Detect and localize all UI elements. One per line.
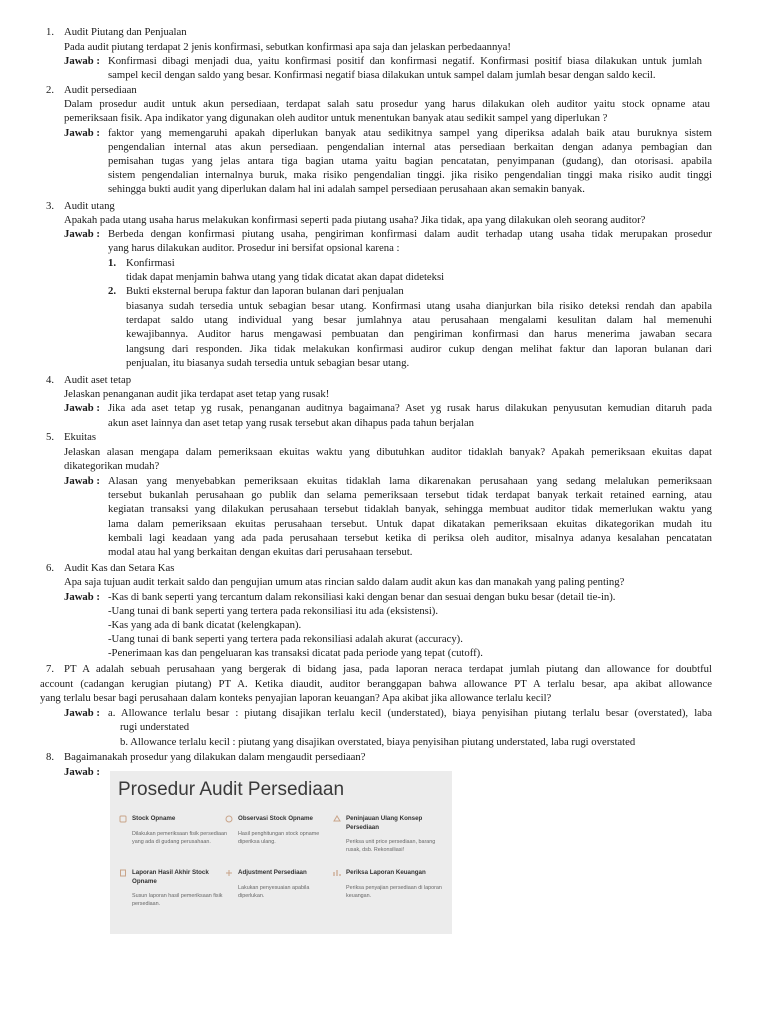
card-title: Adjustment Persediaan [238,869,307,876]
item-number: 8. [46,751,55,763]
answer-line: -Kas di bank seperti yang tercantum dalam rekonsiliasi kaki dengan benar dan sesuai dengan buku besar (detail tie-in). [108,591,616,603]
answer-line: kegiatan transaksi yang dilakukan perusahaan tersebut tidaklah banyak, sehingga membuat auditor tidak memerlukan waktu yang [108,503,712,515]
answer-line: lama dalam pemeriksaan ekuitas perusahaan tersebut. Untuk dapat dikatakan pemeriksaan ekuitas dikategorikan mudah itu [108,518,712,530]
card-desc: Dilakukan pemeriksaan fisik persediaan yang ada di gudang perusahaan. [132,830,227,845]
item-title: Audit Piutang dan Penjualan [64,26,187,38]
jawab-label: Jawab : [64,766,100,778]
jawab-label: Jawab : [64,707,100,719]
sub-line: kewajibannya. Auditor harus mengawasi pembuatan dan pengiriman konfirmasi dan harus menerima jawaban secara [126,328,712,340]
item-number: 4. [46,374,55,386]
procedure-figure [110,771,452,934]
item-title: Audit persediaan [64,84,137,96]
sub-number: 1. [108,257,117,269]
card-desc: Periksa penyajian persediaan di laporan keuangan. [346,884,442,899]
item-number: 5. [46,431,55,443]
question-line: Apa saja tujuan audit terkait saldo dan pengujian umum atas rincian saldo dalam audit akun kas dan manakah yang paling penting? [64,576,625,588]
answer-line: modal atau hal yang berkaitan dengan ekuitas dari perusahaan tersebut. [108,546,413,558]
item-title: Audit aset tetap [64,374,132,386]
item-title: Ekuitas [64,431,97,443]
procedure-icon [333,869,341,877]
card-title: Laporan Hasil Akhir Stock Opname [132,869,209,885]
question-line: Jelaskan alasan mengapa dalam pemeriksaan ekuitas waktu yang dibutuhkan auditor tidaklah banyak? Apakah pemeriksaan ekuitas dapat [64,446,712,458]
question-line: Dalam prosedur audit untuk akun persediaan, terdapat salah satu prosedur yang harus dilakukan oleh auditor yaitu stock opname atau [64,98,710,110]
card-desc: Periksa unit price persediaan, barang rusak, dsb. Rekonsiliasi! [346,839,436,853]
figure-title: Prosedur Audit Persediaan [118,779,345,800]
question-line: dikategorikan mudah? [64,460,160,472]
answer-line: Konfirmasi dibagi menjadi dua, yaitu konfirmasi positif dan konfirmasi negatif. Konfirmasi positif biasa dilakukan untuk jumlah [108,55,702,67]
jawab-label: Jawab : [64,402,100,414]
question-line: PT A adalah sebuah perusahaan yang bergerak di bidang jasa, pada laporan neraca terdapat jumlah piutang dan allowance for doubtful [64,663,712,675]
answer-line: Jika ada aset tetap yg rusak, penanganan auditnya bagaimana? Aset yg rusak harus dilakukan penyusutan kemudian ditaruh pada [108,402,712,414]
sub-line: biasanya sudah tersedia untuk sebagian besar utang. Konfirmasi utang usaha dianjurkan bila risiko deteksi rendah dan apabila [126,300,712,312]
procedure-card [238,869,334,900]
answer-line: -Uang tunai di bank seperti yang tertera pada rekonsiliasi adalah akurat (accuracy). [108,633,463,645]
procedure-card [132,815,228,846]
jawab-label: Jawab : [64,127,100,139]
question-line: pemeriksaan fisik. Apa indikator yang digunakan oleh auditor untuk menentukan banyak atau sedikit sampel yang diperlukan ? [64,112,608,124]
answer-line: yang harus dilakukan auditor. Prosedur ini bersifat opsional karena : [108,242,400,254]
procedure-icon [225,869,233,877]
answer-line: sehingga bukti audit yang diperlukan dalam hal ini adalah sampel persediaan perusahaan akan semakin banyak. [108,183,585,195]
question-line: account (cadangan kerugian piutang) PT A. Ketika diaudit, auditor beranggapan bahwa allowance PT A terlalu besar, apa akibat allowance [40,678,712,690]
answer-line: pengendalian internal atas akun persediaan. pengendalian internal atas persediaan berkaitan dengan adanya pembagian dan [108,141,712,153]
procedure-card [346,869,442,900]
answer-line: -Kas yang ada di bank dicatat (kelengkapan). [108,619,302,631]
answer-line: pemisahan tugas yang jelas antara tiga bagian utama yaitu bagian pencatatan, penyimpanan (gudang), dan otorisasi. apabila [108,155,712,167]
item-number: 3. [46,200,55,212]
procedure-icon [333,815,341,823]
sub-line: terdapat saldo utang individual yang besar jumlahnya atau perusahaan mengalami kesulitan dalam hal memenuhi [126,314,712,326]
item-number: 6. [46,562,55,574]
sub-line: penjualan, itu biasanya sudah tersedia untuk sebagian besar utang. [126,357,410,369]
procedure-card [346,815,442,854]
answer-line: kembali lagi keadaan yang ada pada perusahaan tersebut ketika di periksa oleh auditor, misalnya adanya kesalahan pencatatan [108,532,712,544]
jawab-label: Jawab : [64,228,100,240]
answer-line: Alasan yang menyebabkan pemeriksaan ekuitas tidaklah lama dikarenakan perusahaan yang sedang melalukan pemeriksaan [108,475,712,487]
item-title: Audit Kas dan Setara Kas [64,562,175,574]
answer-line: sampel kecil dengan saldo yang besar. Konfirmasi negatif biasa dilakukan untuk sampel dalam jumlah besar dengan saldo kecil. [108,69,656,81]
item-number: 1. [46,26,55,38]
answer-line: akun aset lainnya dan aset tetap yang rusak tersebut akan dihapus pada tahun berjalan [108,417,474,429]
answer-line: tersebut bukanlah perusahaan go publik dan selama pemeriksaan tersebut tidak terdapat banyak terkait retained earning, atau [108,489,712,501]
answer-line: b. Allowance terlalu kecil : piutang yang disajikan overstated, biaya penyisihan piutang understated, laba rugi overstated [120,736,636,748]
card-desc: Hasil penghitungan stock opname diperiksa ulang. [238,830,320,845]
card-title: Periksa Laporan Keuangan [346,869,426,876]
card-title: Stock Opname [132,815,176,822]
answer-line: -Uang tunai di bank seperti yang tertera pada rekonsiliasi itu ada (eksistensi). [108,605,439,617]
jawab-label: Jawab : [64,55,100,67]
procedure-icon [225,815,233,823]
item-title: Bagaimanakah prosedur yang dilakukan dalam mengaudit persediaan? [64,751,366,763]
item-number: 2. [46,84,55,96]
answer-line: rugi understated [120,721,190,733]
answer-line: faktor yang memengaruhi apakah diperlukan banyak atau sedikitnya sampel yang diperiksa adalah baik atau buruknya sistem [108,127,712,139]
question-line: Jelaskan penanganan audit jika terdapat aset tetap yang rusak! [64,388,330,400]
jawab-label: Jawab : [64,591,100,603]
answer-line: Berbeda dengan konfirmasi piutang usaha, pengiriman konfirmasi dalam audit terhadap utang usaha tidak merupakan prosedur [108,228,712,240]
jawab-label: Jawab : [64,475,100,487]
card-desc: Susun laporan hasil pemeriksaan fisik persediaan. [132,893,223,907]
procedure-icon [119,869,127,877]
sub-line: langsung dari responden. Jika tidak melakukan konfirmasi audiror cukup dengan melihat faktur dan laporan bulanan dari [126,343,712,355]
procedure-card [132,869,228,908]
answer-line: sistem pengendalian internalnya buruk, maka risiko pengendalian tinggi. jika risiko pengendalian tinggi maka risiko audit tinggi [108,169,712,181]
procedure-card [238,815,334,846]
question-line: Apakah pada utang usaha harus melakukan konfirmasi seperti pada piutang usaha? Jika tidak, apa yang dilakukan oleh seorang auditor? [64,214,646,226]
card-title: Peninjauan Ulang Konsep Persediaan [346,815,423,831]
answer-line: -Penerimaan kas dan pengeluaran kas transaksi dicatat pada periode yang tepat (cutoff). [108,647,483,659]
card-title: Observasi Stock Opname [238,815,313,822]
card-desc: Lakukan penyesuaian apabila diperlukan. [238,884,310,899]
sub-heading: Konfirmasi [126,257,175,269]
question-line: Pada audit piutang terdapat 2 jenis konfirmasi, sebutkan konfirmasi apa saja dan jelaskan perbedaannya! [64,41,511,53]
item-title: Audit utang [64,200,115,212]
sub-heading: Bukti eksternal berupa faktur dan laporan bulanan dari penjualan [126,285,404,297]
item-number: 7. [46,663,55,675]
answer-line: a. Allowance terlalu besar : piutang disajikan terlalu kecil (understated), biaya penyisihan piutang terlalu besar (overstated), laba [108,707,712,719]
procedure-icon [119,815,127,823]
sub-line: tidak dapat menjamin bahwa utang yang tidak dicatat akan dapat dideteksi [126,271,445,283]
sub-number: 2. [108,285,117,297]
question-line: yang terlalu besar bagi perusahaan dalam konteks penyajian laporan keuangan? Apa akibat jika allowance terlalu kecil? [40,692,552,704]
